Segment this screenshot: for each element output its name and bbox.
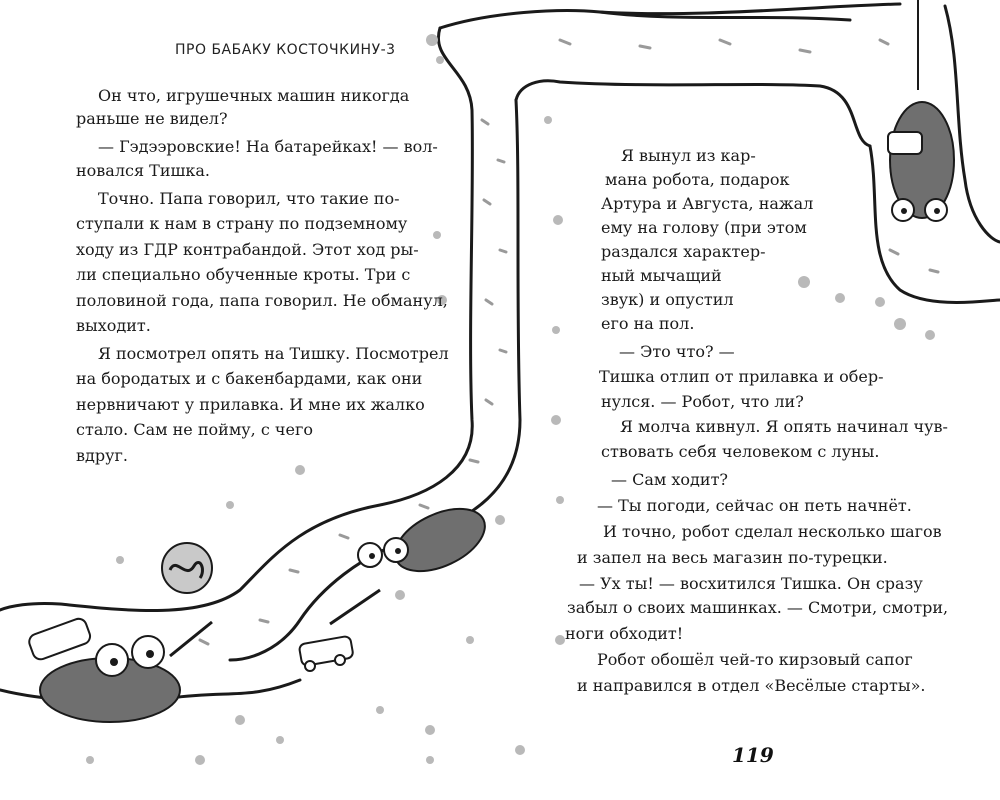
right-text-line: ноги обходит! (565, 624, 684, 643)
right-text-line: мана робота, подарок (605, 170, 790, 189)
left-text-line: раньше не видел? (76, 109, 228, 128)
right-text-line: Артура и Августа, нажал (601, 194, 814, 213)
page-number: 119 (732, 743, 774, 767)
left-text-line: на бородатых и с бакенбардами, как они (76, 369, 423, 388)
right-text-line: — Это что? — (619, 342, 735, 361)
left-text-line: выходит. (76, 316, 151, 335)
right-text-line: его на пол. (601, 314, 695, 333)
left-text-line: нервничают у прилавка. И мне их жалко (76, 395, 425, 414)
right-text-line: нулся. — Робот, что ли? (601, 392, 804, 411)
right-text-line: Тишка отлип от прилавка и обер- (599, 367, 884, 386)
running-title: ПРО БАБАКУ КОСТОЧКИНУ-3 (175, 42, 396, 58)
right-text-line: Я молча кивнул. Я опять начинал чув- (620, 417, 948, 436)
right-text-line: Я вынул из кар- (621, 146, 756, 165)
right-text-line: — Сам ходит? (611, 470, 728, 489)
right-text-line: — Ух ты! — восхитился Тишка. Он сразу (579, 574, 923, 593)
left-text-line: новался Тишка. (76, 161, 210, 180)
left-text-line: Точно. Папа говорил, что такие по- (98, 189, 400, 208)
left-text-line: ступали к нам в страну по подземному (76, 214, 408, 233)
right-text-line: забыл о своих машинках. — Смотри, смотри, (567, 598, 949, 617)
right-text-line: и направился в отдел «Весёлые старты». (577, 676, 926, 695)
left-text-line: стало. Сам не пойму, с чего (76, 420, 313, 439)
left-text-line: вдруг. (76, 446, 128, 465)
left-text-line: — Гэдээровские! На батарейках! — вол- (98, 137, 438, 156)
left-text-line: ходу из ГДР контрабандой. Этот ход ры- (76, 240, 419, 259)
left-text-line: Он что, игрушечных машин никогда (98, 86, 410, 105)
right-text-line: ему на голову (при этом (601, 218, 807, 237)
right-text-line: — Ты погоди, сейчас он петь начнёт. (597, 496, 912, 515)
right-text-line: И точно, робот сделал несколько шагов (603, 522, 942, 541)
right-text-line: Робот обошёл чей-то кирзовый сапог (597, 650, 913, 669)
left-text-line: половиной года, папа говорил. Не обманул, (76, 291, 448, 310)
right-text-line: ствовать себя человеком с луны. (601, 442, 880, 461)
right-text-line: раздался характер- (601, 242, 766, 261)
right-text-line: ный мычащий (601, 266, 722, 285)
left-text-line: ли специально обученные кроты. Три с (76, 265, 411, 284)
left-text-line: Я посмотрел опять на Тишку. Посмотрел (98, 344, 449, 363)
right-text-line: звук) и опустил (601, 290, 734, 309)
right-text-line: и запел на весь магазин по-турецки. (577, 548, 888, 567)
